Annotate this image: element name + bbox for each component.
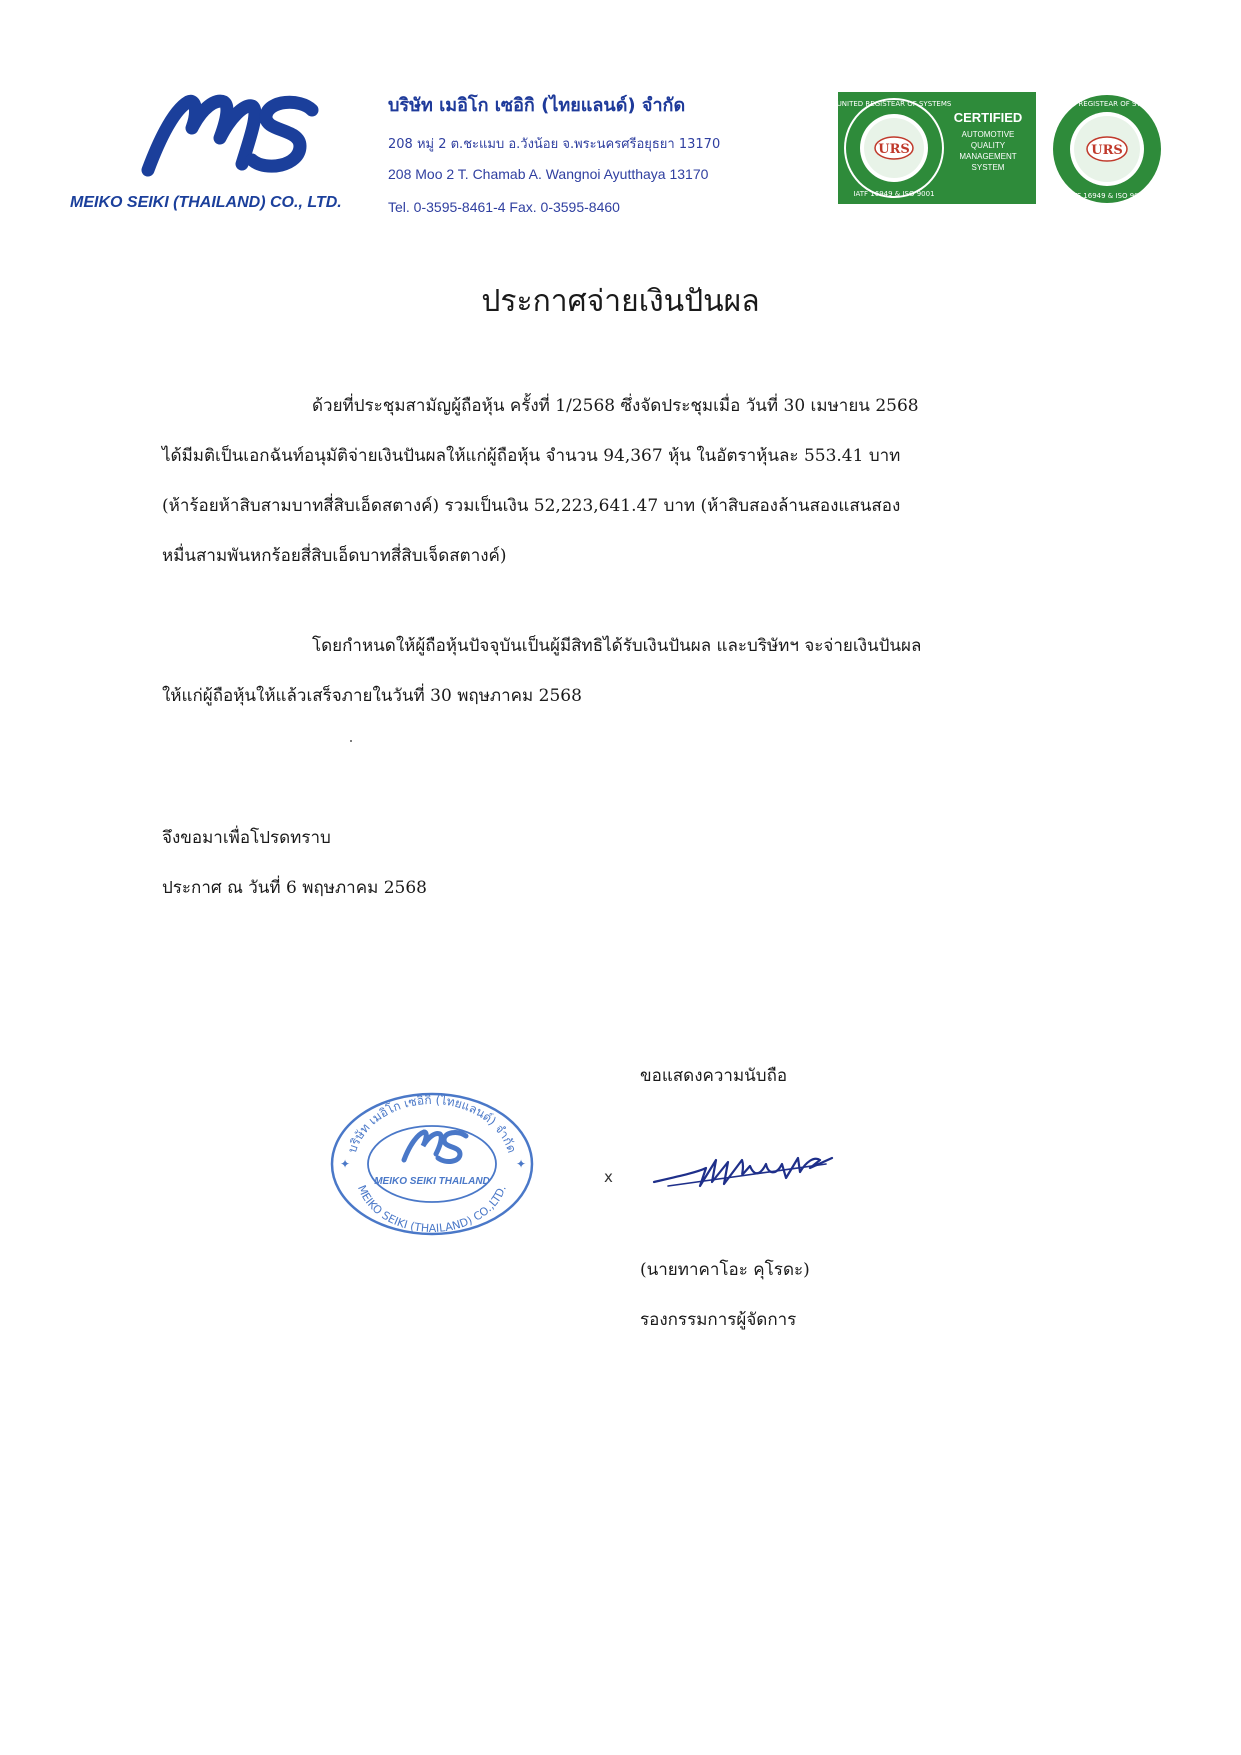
- svg-text:บริษัท เมอิโก เซอิกิ (ไทยแลนด์: [345, 1093, 519, 1155]
- scan-speck: [350, 740, 352, 742]
- paragraph-line: ให้แก่ผู้ถือหุ้นให้แล้วเสร็จภายในวันที่ 30 พฤษภาคม 2568: [162, 686, 582, 706]
- certification-seal: [1052, 94, 1162, 204]
- seal-registrar-text: URS: [1091, 143, 1123, 158]
- cert-badge-title: CERTIFIED: [953, 110, 1023, 125]
- signature-mark: x: [604, 1168, 613, 1186]
- announce-date: ประกาศ ณ วันที่ 6 พฤษภาคม 2568: [162, 878, 427, 898]
- paragraph-line: ได้มีมติเป็นเอกฉันท์อนุมัติจ่ายเงินปันผลให้แก่ผู้ถือหุ้น จำนวน 94,367 หุ้น ในอัตราหุ้นละ 553.41 บาท: [162, 446, 901, 466]
- paragraph-line: หมื่นสามพันหกร้อยสี่สิบเอ็ดบาทสี่สิบเจ็ดสตางค์): [162, 546, 507, 566]
- paragraph-line: ด้วยที่ประชุมสามัญผู้ถือหุ้น ครั้งที่ 1/2568 ซึ่งจัดประชุมเมื่อ วันที่ 30 เมษายน 2568: [312, 396, 919, 416]
- cert-badge-line: QUALITY: [970, 141, 1006, 150]
- cert-registrar-text: URS: [878, 142, 910, 157]
- company-name-en: MEIKO SEIKI (THAILAND) CO., LTD.: [70, 194, 342, 211]
- stamp-text-th: บริษัท เมอิโก เซอิกิ (ไทยแลนด์) จำกัด: [344, 1092, 520, 1155]
- svg-text:MEIKO SEIKI (THAILAND) CO.,LTD: [355, 1183, 509, 1235]
- paragraph-line: โดยกำหนดให้ผู้ถือหุ้นปัจจุบันเป็นผู้มีสิทธิได้รับเงินปันผล และบริษัทฯ จะจ่ายเงินปันผล: [312, 636, 922, 656]
- address-th: 208 หมู่ 2 ต.ชะแมบ อ.วังน้อย จ.พระนครศรีอยุธยา 13170: [388, 137, 721, 152]
- closing-line: จึงขอมาเพื่อโปรดทราบ: [162, 828, 331, 848]
- contact-tel-fax: Tel. 0-3595-8461-4 Fax. 0-3595-8460: [388, 199, 620, 215]
- handwritten-signature: [650, 1142, 840, 1202]
- paragraph-line: (ห้าร้อยห้าสิบสามบาทสี่สิบเอ็ดสตางค์) รวมเป็นเงิน 52,223,641.47 บาท (ห้าสิบสองล้านสองแสนสอง: [162, 496, 901, 516]
- cert-badge-line: AUTOMOTIVE: [961, 130, 1015, 139]
- regards-text: ขอแสดงความนับถือ: [640, 1066, 788, 1086]
- svg-text:✦: ✦: [516, 1157, 527, 1171]
- stamp-inner-text: MEIKO SEIKI THAILAND: [374, 1176, 490, 1187]
- certification-badge: [838, 92, 1036, 204]
- address-en: 208 Moo 2 T. Chamab A. Wangnoi Ayutthaya 13170: [388, 166, 709, 182]
- svg-text:✦: ✦: [340, 1157, 351, 1171]
- company-name-th: บริษัท เมอิโก เซอิกิ (ไทยแลนด์) จำกัด: [388, 95, 686, 116]
- company-logo: [140, 88, 320, 180]
- seal-ring-text: UNITED REGISTEAR OF SYSTEMS: [1052, 100, 1162, 108]
- signatory-name: (นายทาคาโอะ คุโรดะ): [640, 1260, 810, 1280]
- cert-standard-text: IATF 16949 & ISO 9001: [853, 190, 935, 198]
- document-title: ประกาศจ่ายเงินปันผล: [481, 284, 760, 319]
- seal-standard-text: IATF 16949 & ISO 9001: [1066, 192, 1148, 200]
- cert-ring-text: UNITED REGISTEAR OF SYSTEMS: [838, 100, 952, 108]
- cert-badge-line: SYSTEM: [971, 163, 1005, 172]
- company-stamp: [326, 1088, 538, 1238]
- stamp-text-en: MEIKO SEIKI (THAILAND) CO.,LTD.: [354, 1183, 509, 1236]
- cert-badge-line: MANAGEMENT: [959, 152, 1017, 161]
- signatory-position: รองกรรมการผู้จัดการ: [640, 1310, 797, 1330]
